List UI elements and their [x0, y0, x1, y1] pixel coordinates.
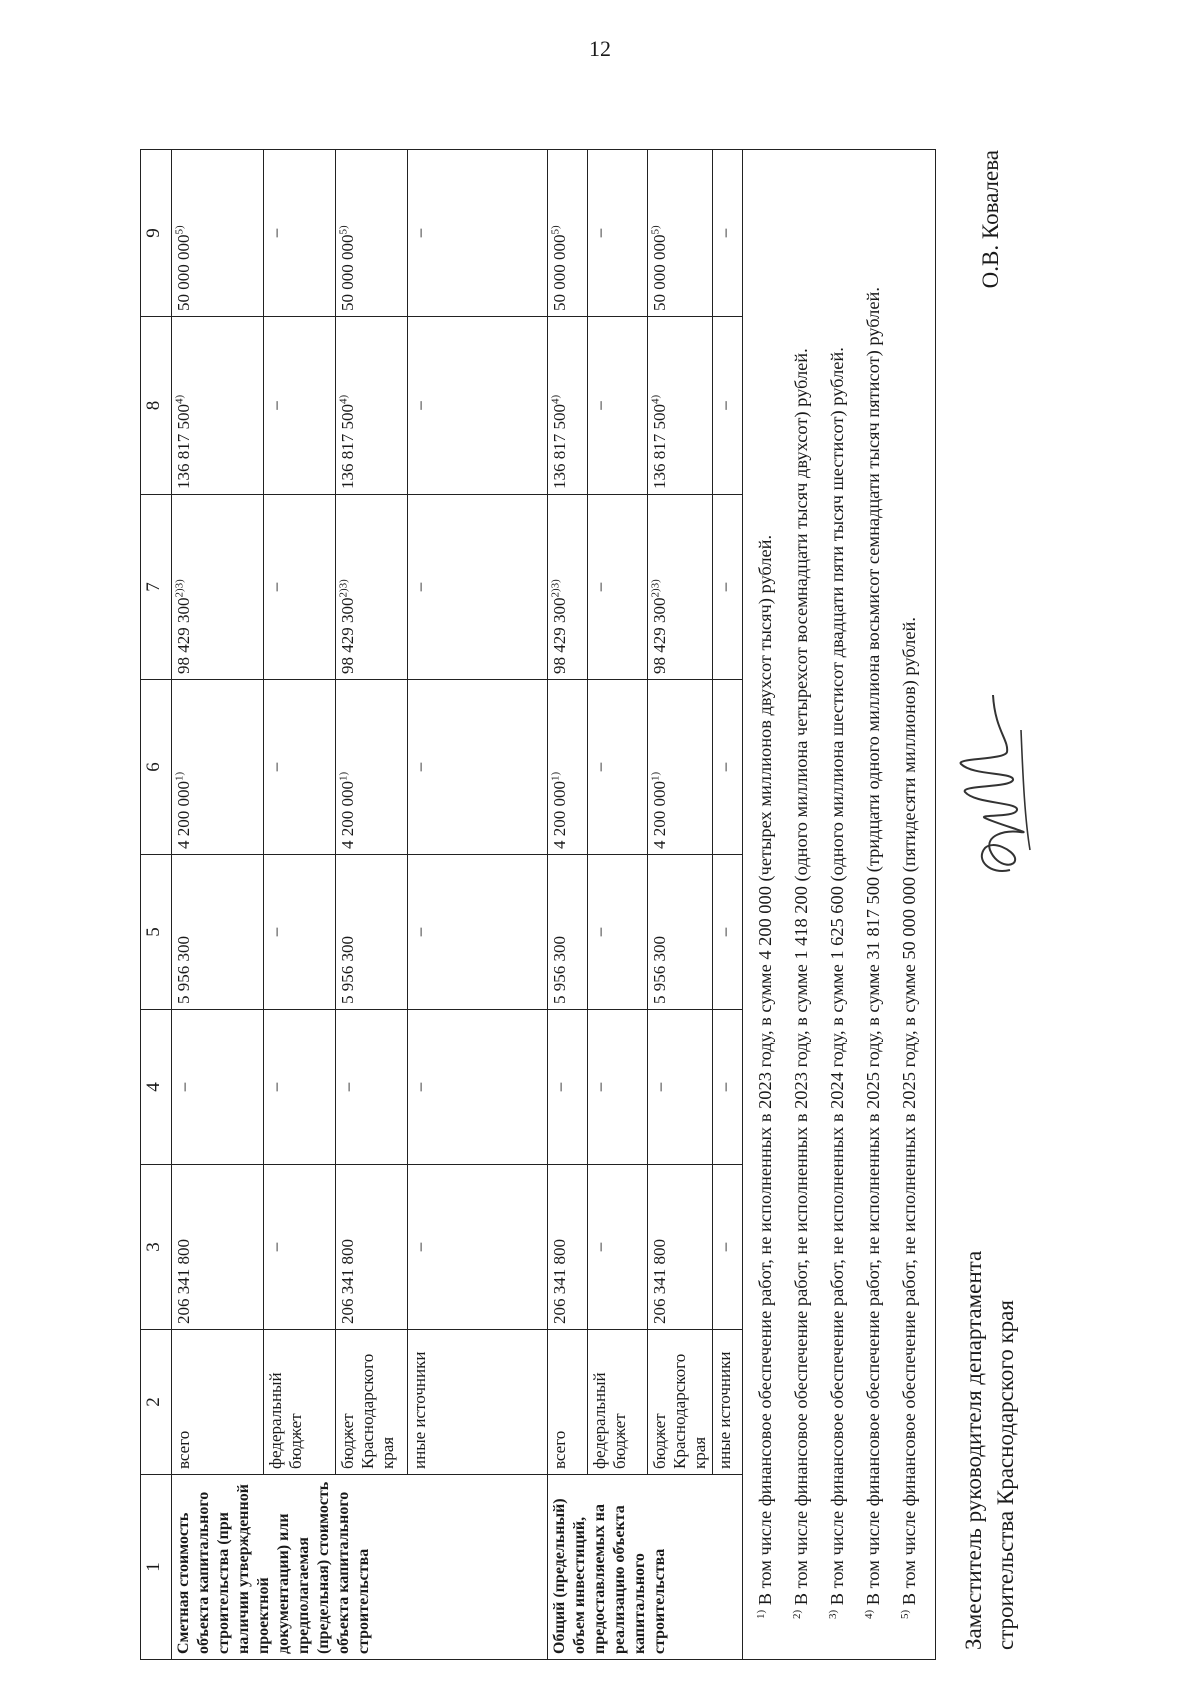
amount-cell — [264, 680, 336, 855]
footnote-mark: 1) — [549, 771, 562, 781]
amount-cell — [408, 680, 548, 855]
footnote-mark: 5) — [898, 1609, 911, 1619]
column-header: 1 — [141, 1475, 172, 1660]
footnote-mark: 2)3) — [173, 579, 186, 598]
footnote — [819, 156, 855, 1653]
amount-cell — [648, 1010, 713, 1165]
amount-cell — [336, 1165, 408, 1330]
amount-cell — [588, 1010, 648, 1165]
amount-cell — [408, 317, 548, 495]
amount-value: – — [410, 582, 429, 592]
footnote-text: В том числе финансовое обеспечение работ, не исполненных в 2023 году, в сумме 1 418 200 (одного миллиона четырехсот восемнадцати тысяч двухсот) рублей. — [791, 348, 811, 1610]
footnote-mark: 4) — [549, 394, 562, 404]
amount-cell — [548, 1165, 588, 1330]
amount-cell — [172, 317, 264, 495]
amount-cell — [548, 317, 588, 495]
amount-value: 98 429 300 — [338, 597, 357, 674]
table-row — [548, 150, 588, 1660]
amount-cell — [588, 495, 648, 680]
amount-value: – — [266, 1242, 285, 1252]
table-row — [264, 150, 336, 1660]
column-header: 4 — [141, 1010, 172, 1165]
footnote-text: В том числе финансовое обеспечение работ, не исполненных в 2024 году, в сумме 1 625 600 (одного миллиона шестисот двадцати пяти тысяч шестисот) рублей. — [827, 347, 847, 1610]
amount-value: 5 956 300 — [550, 936, 569, 1004]
amount-value: – — [410, 1082, 429, 1092]
amount-cell — [264, 855, 336, 1010]
amount-value: – — [715, 762, 734, 772]
amount-value: – — [590, 228, 609, 238]
amount-value: – — [650, 1082, 669, 1092]
footnote-mark: 4) — [862, 1609, 875, 1619]
footnote-mark: 4) — [649, 394, 662, 404]
signer-position — [958, 1251, 1022, 1650]
amount-value: – — [590, 582, 609, 592]
table-header-row — [141, 150, 172, 1660]
amount-cell — [648, 680, 713, 855]
amount-value: 4 200 000 — [338, 781, 357, 849]
funding-source: всего — [172, 1330, 264, 1475]
table-row — [336, 150, 408, 1660]
footnote — [855, 156, 891, 1653]
amount-cell — [548, 855, 588, 1010]
amount-cell — [172, 1010, 264, 1165]
footnote-text: В том числе финансовое обеспечение работ, не исполненных в 2023 году, в сумме 4 200 000 (четырех миллионов двухсот тысяч) рублей. — [755, 534, 775, 1610]
amount-cell — [172, 855, 264, 1010]
funding-source: иные источники — [713, 1330, 743, 1475]
footnote-mark: 2)3) — [337, 579, 350, 598]
signature-stroke — [961, 695, 1024, 871]
amount-cell — [264, 150, 336, 317]
footnote-mark: 1) — [754, 1609, 767, 1619]
amount-value: – — [338, 1082, 357, 1092]
amount-value: – — [715, 1242, 734, 1252]
amount-value: 98 429 300 — [174, 597, 193, 674]
amount-cell — [172, 150, 264, 317]
amount-value: 206 341 800 — [550, 1239, 569, 1324]
amount-cell — [336, 1010, 408, 1165]
amount-cell — [408, 855, 548, 1010]
amount-cell — [172, 680, 264, 855]
amount-cell — [588, 1165, 648, 1330]
amount-value: – — [715, 582, 734, 592]
table-body — [172, 150, 743, 1660]
amount-cell — [588, 855, 648, 1010]
amount-value: 4 200 000 — [174, 781, 193, 849]
amount-cell — [336, 495, 408, 680]
amount-cell — [648, 855, 713, 1010]
amount-cell — [408, 1010, 548, 1165]
amount-value: – — [266, 927, 285, 937]
column-header: 2 — [141, 1330, 172, 1475]
amount-cell — [548, 495, 588, 680]
amount-value: – — [266, 401, 285, 410]
table-row — [172, 150, 264, 1660]
amount-value: 136 817 500 — [650, 404, 669, 489]
amount-value: – — [266, 1082, 285, 1092]
footnote-text: В том числе финансовое обеспечение работ, не исполненных в 2025 году, в сумме 50 000 000 (пятидесяти миллионов) рублей. — [899, 617, 919, 1610]
footnotes — [743, 150, 936, 1660]
amount-cell — [713, 1010, 743, 1165]
amount-value: – — [266, 228, 285, 238]
amount-value: 206 341 800 — [174, 1239, 193, 1324]
footnote-mark: 5) — [549, 225, 562, 235]
amount-value: 206 341 800 — [338, 1239, 357, 1324]
footnote-mark: 5) — [649, 225, 662, 235]
amount-value: – — [590, 1242, 609, 1252]
amount-cell — [713, 317, 743, 495]
amount-value: 5 956 300 — [650, 936, 669, 1004]
row-group-title: Сметная стоимость объекта капитального строительства (при наличии утвержденной проектной документации) или предполагаемая (предельная) стоимость объекта капитального строительства — [172, 1475, 548, 1660]
amount-value: – — [590, 1082, 609, 1092]
amount-value: – — [715, 401, 734, 410]
amount-value: 98 429 300 — [550, 597, 569, 674]
funding-source: федеральный бюджет — [588, 1330, 648, 1475]
amount-value: – — [715, 228, 734, 238]
table-row — [588, 150, 648, 1660]
footnote — [783, 156, 819, 1653]
footnote-mark: 3) — [826, 1609, 839, 1619]
page-number: 12 — [589, 36, 611, 61]
amount-cell — [548, 150, 588, 317]
amount-value: – — [266, 762, 285, 772]
funding-source: всего — [548, 1330, 588, 1475]
amount-cell — [713, 855, 743, 1010]
amount-cell — [264, 317, 336, 495]
amount-cell — [548, 680, 588, 855]
footnote-mark: 2) — [790, 1609, 803, 1619]
funding-source: бюджет Краснодарского края — [648, 1330, 713, 1475]
footnote — [747, 156, 783, 1653]
amount-value: – — [590, 927, 609, 937]
amount-cell — [548, 1010, 588, 1165]
amount-value: – — [174, 1082, 193, 1092]
amount-cell — [648, 495, 713, 680]
amount-value: 136 817 500 — [174, 404, 193, 489]
amount-value: – — [410, 927, 429, 937]
amount-cell — [336, 855, 408, 1010]
amount-cell — [588, 150, 648, 317]
amount-cell — [588, 317, 648, 495]
amount-value: – — [590, 401, 609, 410]
table-row — [648, 150, 713, 1660]
amount-cell — [588, 680, 648, 855]
amount-cell — [713, 495, 743, 680]
signer-name: О.В. Ковалева — [978, 150, 1003, 289]
amount-value: – — [410, 228, 429, 238]
column-header: 3 — [141, 1165, 172, 1330]
amount-cell — [648, 1165, 713, 1330]
footnote-mark: 1) — [337, 771, 350, 781]
table-row — [713, 150, 743, 1660]
financing-table — [140, 149, 936, 1660]
amount-cell — [648, 150, 713, 317]
amount-value: – — [410, 1242, 429, 1252]
amount-cell — [713, 1165, 743, 1330]
table-row — [408, 150, 548, 1660]
column-header: 5 — [141, 855, 172, 1010]
footnote-mark: 5) — [337, 225, 350, 235]
footnote-mark: 4) — [337, 394, 350, 404]
amount-cell — [408, 495, 548, 680]
amount-value: 206 341 800 — [650, 1239, 669, 1324]
amount-value: 5 956 300 — [174, 936, 193, 1004]
amount-cell — [172, 1165, 264, 1330]
amount-value: 136 817 500 — [338, 404, 357, 489]
amount-cell — [264, 1165, 336, 1330]
amount-value: 50 000 000 — [650, 234, 669, 311]
column-header: 9 — [141, 150, 172, 317]
amount-value: 50 000 000 — [338, 234, 357, 311]
footnote — [891, 156, 927, 1653]
funding-source: федеральный бюджет — [264, 1330, 336, 1475]
rotated-page-content — [140, 120, 1090, 1690]
amount-value: – — [590, 762, 609, 772]
amount-value: – — [266, 582, 285, 592]
amount-value: 98 429 300 — [650, 597, 669, 674]
footnote-mark: 1) — [173, 771, 186, 781]
column-header: 7 — [141, 495, 172, 680]
footnote-mark: 4) — [173, 394, 186, 404]
amount-value: 50 000 000 — [550, 234, 569, 311]
amount-cell — [264, 495, 336, 680]
amount-cell — [713, 680, 743, 855]
footnote-mark: 5) — [173, 225, 186, 235]
column-header: 8 — [141, 317, 172, 495]
amount-value: – — [550, 1082, 569, 1092]
amount-value: 5 956 300 — [338, 936, 357, 1004]
amount-cell — [172, 495, 264, 680]
amount-cell — [408, 1165, 548, 1330]
amount-cell — [336, 150, 408, 317]
amount-value: 50 000 000 — [174, 234, 193, 311]
amount-value: – — [715, 927, 734, 937]
amount-value: – — [715, 1082, 734, 1092]
amount-value: 4 200 000 — [650, 781, 669, 849]
amount-value: – — [410, 401, 429, 410]
handwritten-signature — [935, 690, 1055, 880]
amount-cell — [336, 317, 408, 495]
amount-cell — [648, 317, 713, 495]
amount-cell — [713, 150, 743, 317]
funding-source: бюджет Краснодарского края — [336, 1330, 408, 1475]
row-group-title: Общий (предельный) объем инвестиций, предоставляемых на реализацию объекта капитального строительства — [548, 1475, 743, 1660]
amount-value: 136 817 500 — [550, 404, 569, 489]
footnote-mark: 1) — [649, 771, 662, 781]
amount-cell — [408, 150, 548, 317]
funding-source: иные источники — [408, 1330, 548, 1475]
column-header: 6 — [141, 680, 172, 855]
footnote-mark: 2)3) — [649, 579, 662, 598]
footnote-mark: 2)3) — [549, 579, 562, 598]
signer-position-line: строительства Краснодарского края — [993, 1300, 1018, 1650]
footnote-text: В том числе финансовое обеспечение работ, не исполненных в 2025 году, в сумме 31 817 500 (тридцати одного миллиона восьмисот семнадцати тысяч пятисот) рублей. — [863, 287, 883, 1610]
amount-cell — [264, 1010, 336, 1165]
amount-value: 4 200 000 — [550, 781, 569, 849]
signer-position-line: Заместитель руководителя департамента — [961, 1250, 986, 1650]
amount-value: – — [410, 762, 429, 772]
notes-row — [743, 150, 936, 1660]
amount-cell — [336, 680, 408, 855]
